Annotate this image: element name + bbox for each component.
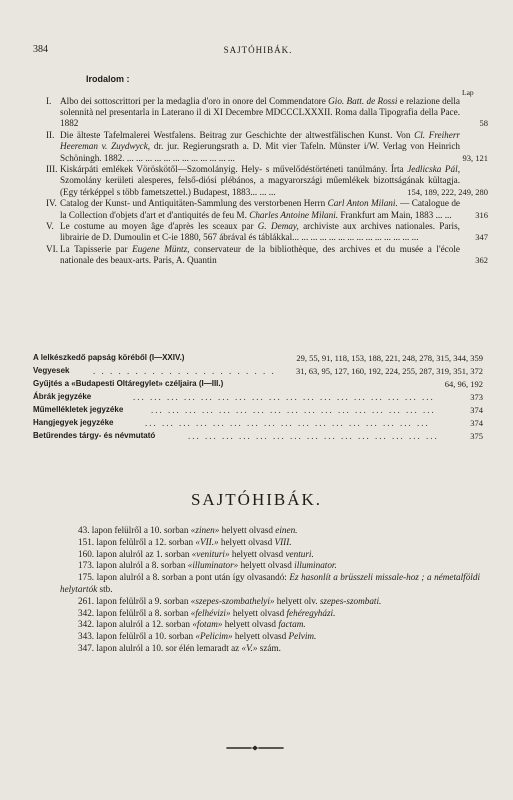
entry-pages: 93, 121: [462, 152, 488, 163]
index-label: Betűrendes tárgy- és névmutató: [33, 431, 156, 440]
index-pages: 373: [470, 392, 483, 402]
entry-text: — Catalogue de la Collection d'objets d'art et d'antiquités de feu M.: [60, 198, 460, 220]
running-title: SAJTÓHIBÁK.: [223, 45, 293, 55]
dot-leader: ... ... ... ... ... ... ... ... ... ... ... ... ... ... ...: [188, 431, 439, 441]
index-pages: 374: [470, 418, 483, 428]
errata-item: 342. lapon alulról a 12. sorban «fotam» helyett olvasd factam.: [78, 619, 306, 630]
errata-item: 173. lapon alulról a 8. sorban «illuminator» helyett olvasd illuminator.: [78, 560, 337, 571]
entry-pages: 347: [475, 232, 488, 243]
entry-author: Jedlicska Pál,: [407, 164, 460, 175]
errata-item: 343. lapon felülről a 10. sorban «Pelicim» helyett olvasd Pelvim.: [78, 631, 317, 642]
index-line: [33, 392, 483, 404]
literature-entry: [46, 96, 488, 130]
entry-author: Charles Antoine Milani.: [249, 209, 339, 220]
index-label: Hangjegyek jegyzéke: [33, 418, 114, 427]
index-pages: 64, 96, 192: [444, 379, 483, 389]
page-column-label: Lap: [462, 88, 474, 97]
errata-item: 261. lapon felülről a 9. sorban «szepes-szombathelyi» helyett olv. szepes-szombati.: [78, 595, 382, 606]
index-label: A lelkészkedő papság köréből (I—XXIV.): [33, 353, 185, 362]
index-pages: 31, 63, 95, 127, 160, 192, 224, 255, 287, 319, 351, 372: [296, 366, 483, 376]
index-line: [33, 418, 483, 430]
entry-text: Albo dei sottoscrittori per la medaglia d'oro in onore del Commendatore: [60, 96, 329, 106]
entry-text: Kiskárpáti emlékek Vöröskötől—Szomolányig. Hely- s művelődéstörténeti tanúlmány. Írta: [60, 164, 408, 175]
entry-text: La Tapisserie par: [60, 244, 133, 255]
errata-item: 342. lapon felülről a 8. sorban «felhévizi» helyett olvasd fehéregyházi.: [78, 607, 336, 618]
literature-entry: [46, 244, 488, 266]
end-ornament-icon: [225, 745, 285, 751]
entry-author: Cl. Freiherr Heereman v. Zuydwyck,: [60, 130, 461, 152]
entry-number: IV.: [46, 198, 57, 209]
index-pages: 374: [470, 405, 483, 415]
entry-pages: 58: [479, 118, 488, 129]
index-line: [33, 431, 483, 443]
index-label: Ábrák jegyzéke: [33, 392, 92, 401]
index-line: [33, 405, 483, 417]
literature-entry: [46, 130, 488, 164]
index-pages: 375: [470, 431, 483, 441]
entry-number: II.: [46, 130, 55, 141]
entry-author: Gio. Batt. de Rossi: [328, 96, 398, 106]
literature-heading: Irodalom :: [86, 74, 130, 84]
index-pages: 29, 55, 91, 118, 153, 188, 221, 248, 278, 315, 344, 359: [296, 353, 483, 363]
entry-number: I.: [46, 96, 52, 106]
errata-item: 160. lapon alulról az 1. sorban «venituri» helyett olvasd venturi.: [78, 548, 314, 559]
index-label: Gyűjtés a «Budapesti Oltáregylet» czéljaira (I—III.): [33, 379, 224, 388]
entry-pages: 316: [475, 209, 488, 220]
errata-item: 175. lapon alulról a 8. sorban a pont után így olvasandó: Ez hasonlít a brüsszeli missale-hoz ; a németalföldi helytartók stb.: [60, 572, 481, 594]
errata-item: 151. lapon felülről a 12. sorban «VII.» helyett olvasd VIII.: [78, 536, 292, 547]
literature-entry: [46, 198, 488, 220]
entry-author: G. Demay,: [257, 221, 299, 232]
entry-number: V.: [46, 221, 54, 232]
dot-leader: ... ... ... ... ... ... ... ... ... ... ... ... ... ... ... ... ... ...: [133, 392, 435, 402]
errata-item: 43. lapon felülről a 10. sorban «zinen» helyett olvasd einen.: [78, 525, 298, 535]
entry-text: e relazione della solennità nel presentarla in Laterano il di XI Decembre MDCCCLXXXII. Roma dalla Tipografia della Pace. 1882: [60, 96, 460, 129]
errata-title: SAJTÓHIBÁK.: [190, 490, 323, 509]
entry-text: Szomolány kerületi alesperes, felső-diósi plébános, a magyarországi műemlékek bizottságának kültagja. (Egy térképpel s több fametszettel.) Budapest, 1883... ... ...: [60, 175, 460, 197]
entry-number: VI.: [46, 244, 58, 255]
entry-author: Eugene Müntz,: [132, 244, 190, 255]
entry-text: Die älteste Tafelmalerei Westfalens. Beitrag zur Geschichte der altwestfälischen Kunst. Von: [60, 130, 415, 141]
literature-entry: [46, 164, 488, 198]
index-line: [33, 366, 483, 378]
index-line: [33, 353, 483, 365]
literature-entry: [46, 221, 488, 243]
dot-leader: . . . . . . . . . . . . . . . . . . . . . .: [93, 366, 276, 376]
entry-text: Catalog der Kunst- und Antiquitäten-Sammlung des verstorbenen Herrn: [60, 198, 328, 209]
entry-number: III.: [46, 164, 58, 175]
errata-item: 347. lapon alulról a 10. sor élén lemaradt az «V.» szám.: [78, 642, 281, 653]
errata-list: [60, 525, 480, 655]
index-label: Műmellékletek jegyzéke: [33, 405, 124, 414]
entry-text: conservateur de la bibliothèque, des archives et du musée a l'école nationale des beaux-arts. Paris, A. Quantin: [60, 244, 460, 266]
entry-pages: 362: [475, 255, 488, 266]
dot-leader: ... ... ... ... ... ... ... ... ... ... ... ... ... ... ... ... ...: [151, 405, 436, 415]
entry-text: Frankfurt am Main, 1883 ... ...: [338, 209, 452, 220]
entry-text: dr. jur. Regierungsrath a. D. Mit vier Tafeln. Münster i/W. Verlag von Heinrich Schöningh. 1882. ... ... ... ... ... ... ... ... ... ... ... ...: [60, 141, 461, 163]
entry-text: archiviste aux archives nationales. Paris, librairie de D. Dumoulin et C-ie 1880, 567 ábrával és táblákkal... ... ... ... ... ... ... ... ... ... ... ... ... ...: [60, 221, 460, 243]
index-label: Vegyesek: [33, 366, 70, 375]
page-number: 384: [33, 44, 48, 55]
entry-pages: 154, 189, 222, 249, 280: [407, 186, 488, 197]
entry-text: Le costume au moyen âge d'après les sceaux par: [60, 221, 258, 232]
literature-list: [46, 96, 488, 267]
dot-leader: ... ... ... ... ... ... ... ... ... ... ... ... ... ... ... ... ...: [145, 418, 430, 428]
entry-author: Carl Anton Milani.: [327, 198, 398, 209]
running-head: [33, 44, 483, 58]
index-line: [33, 379, 483, 391]
